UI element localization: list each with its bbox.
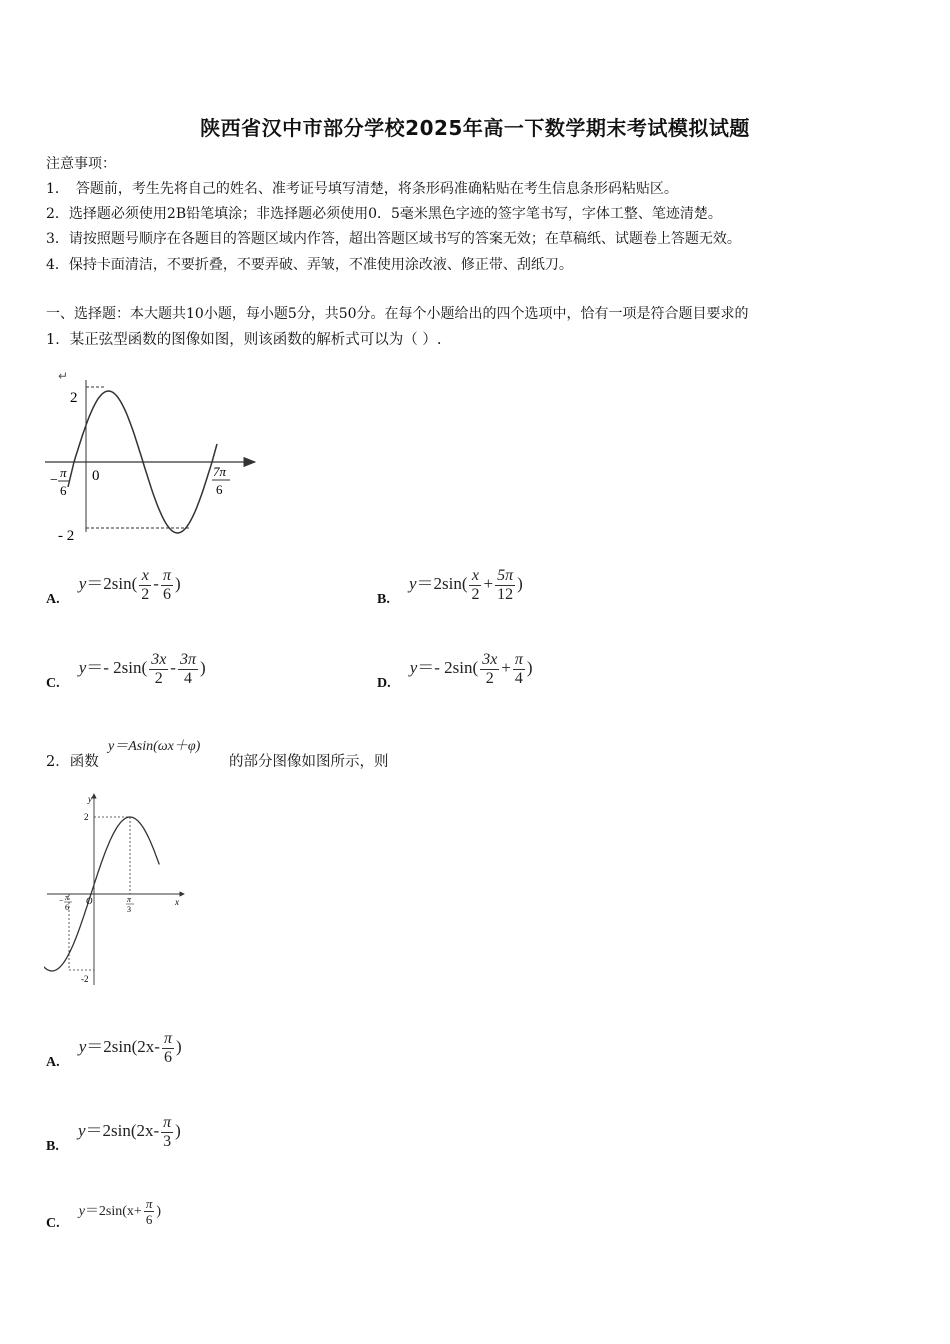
q1-option-d[interactable]: D. y＝- 2sin( $\frac{3x}{2}$ + $\frac{\pi}{4}$ ): [377, 651, 533, 692]
question-1-number: 1．: [46, 332, 70, 348]
q2-option-a[interactable]: A. y＝2sin(2x- $\frac{\pi}{6}$ ): [46, 1030, 182, 1071]
origin-label: O: [86, 896, 93, 906]
y-min-label: - 2: [58, 528, 75, 544]
option-label: C.: [46, 676, 60, 692]
y-axis-label: y: [88, 794, 92, 804]
question-2-formula: y＝Asin(ωx＋φ): [108, 739, 201, 754]
right-tick-den: 3: [127, 905, 131, 914]
question-1-graph: [40, 360, 265, 550]
option-label: C.: [46, 1215, 60, 1231]
left-tick-num: π: [60, 465, 67, 480]
section-heading: 一、选择题：本大题共10小题，每小题5分，共50分。在每个小题给出的四个选项中，恰有一项是符合题目要求的: [46, 306, 749, 322]
left-tick-den: 6: [65, 903, 69, 912]
question-2-graph: [44, 790, 189, 990]
notice-item-4: 4．保持卡面清洁，不要折叠，不要弄破、弄皱，不准使用涂改液、修正带、刮纸刀。: [46, 257, 573, 273]
option-label: D.: [377, 676, 391, 692]
question-2-number: 2．: [46, 754, 70, 770]
y-max-label: 2: [70, 390, 78, 406]
left-sign: −: [59, 896, 64, 905]
question-2: [46, 750, 99, 771]
left-sign: −: [50, 473, 58, 488]
right-tick-num: π: [127, 895, 132, 904]
q1-option-a[interactable]: A. y＝2sin( $\frac{x}{2}$ - $\frac{\pi}{6}$ ): [46, 567, 181, 608]
notice-item-1: 1． 答题前，考生先将自己的姓名、准考证号填写清楚，将条形码准确粘贴在考生信息条形码粘贴区。: [46, 181, 678, 197]
left-tick-num: π: [65, 893, 70, 902]
y-min-label: -2: [81, 974, 89, 984]
option-label: B.: [46, 1139, 59, 1155]
question-2-suffix: 的部分图像如图所示，则: [229, 754, 389, 770]
q2-option-c[interactable]: C. y＝2sin(x+ $\frac{\pi}{6}$ ): [46, 1196, 162, 1231]
mark-symbol: ↵: [58, 369, 69, 383]
option-label: A.: [46, 592, 60, 608]
q1-option-b[interactable]: B. y＝2sin( $\frac{x}{2}$ + $\frac{5\pi}{12}$ ): [377, 567, 523, 608]
notice-heading: 注意事项：: [46, 156, 116, 172]
question-1: [46, 328, 441, 349]
page-title: 陕西省汉中市部分学校2025年高一下数学期末考试模拟试题: [200, 116, 750, 140]
question-1-text: 某正弦型函数的图像如图，则该函数的解析式可以为（ ）.: [69, 332, 442, 348]
option-label: A.: [46, 1055, 60, 1071]
question-2-prefix: 函数: [69, 754, 99, 770]
q2-option-b[interactable]: B. y＝2sin(2x- $\frac{\pi}{3}$ ): [46, 1114, 181, 1155]
right-tick-num: 7π: [213, 464, 227, 479]
notice-item-2: 2．选择题必须使用2B铅笔填涂；非选择题必须使用0．5毫米黑色字迹的签字笔书写，字体工整、笔迹清楚。: [46, 206, 722, 222]
notice-item-3: 3．请按照题号顺序在各题目的答题区域内作答，超出答题区域书写的答案无效；在草稿纸、试题卷上答题无效。: [46, 231, 741, 247]
option-label: B.: [377, 592, 390, 608]
x-axis-label: x: [175, 897, 179, 907]
left-tick-den: 6: [60, 483, 67, 498]
origin-label: 0: [92, 468, 100, 484]
y-max-label: 2: [84, 812, 89, 822]
right-tick-den: 6: [216, 482, 223, 497]
q1-option-c[interactable]: C. y＝- 2sin( $\frac{3x}{2}$ - $\frac{3\pi}{4}$ ): [46, 651, 206, 692]
